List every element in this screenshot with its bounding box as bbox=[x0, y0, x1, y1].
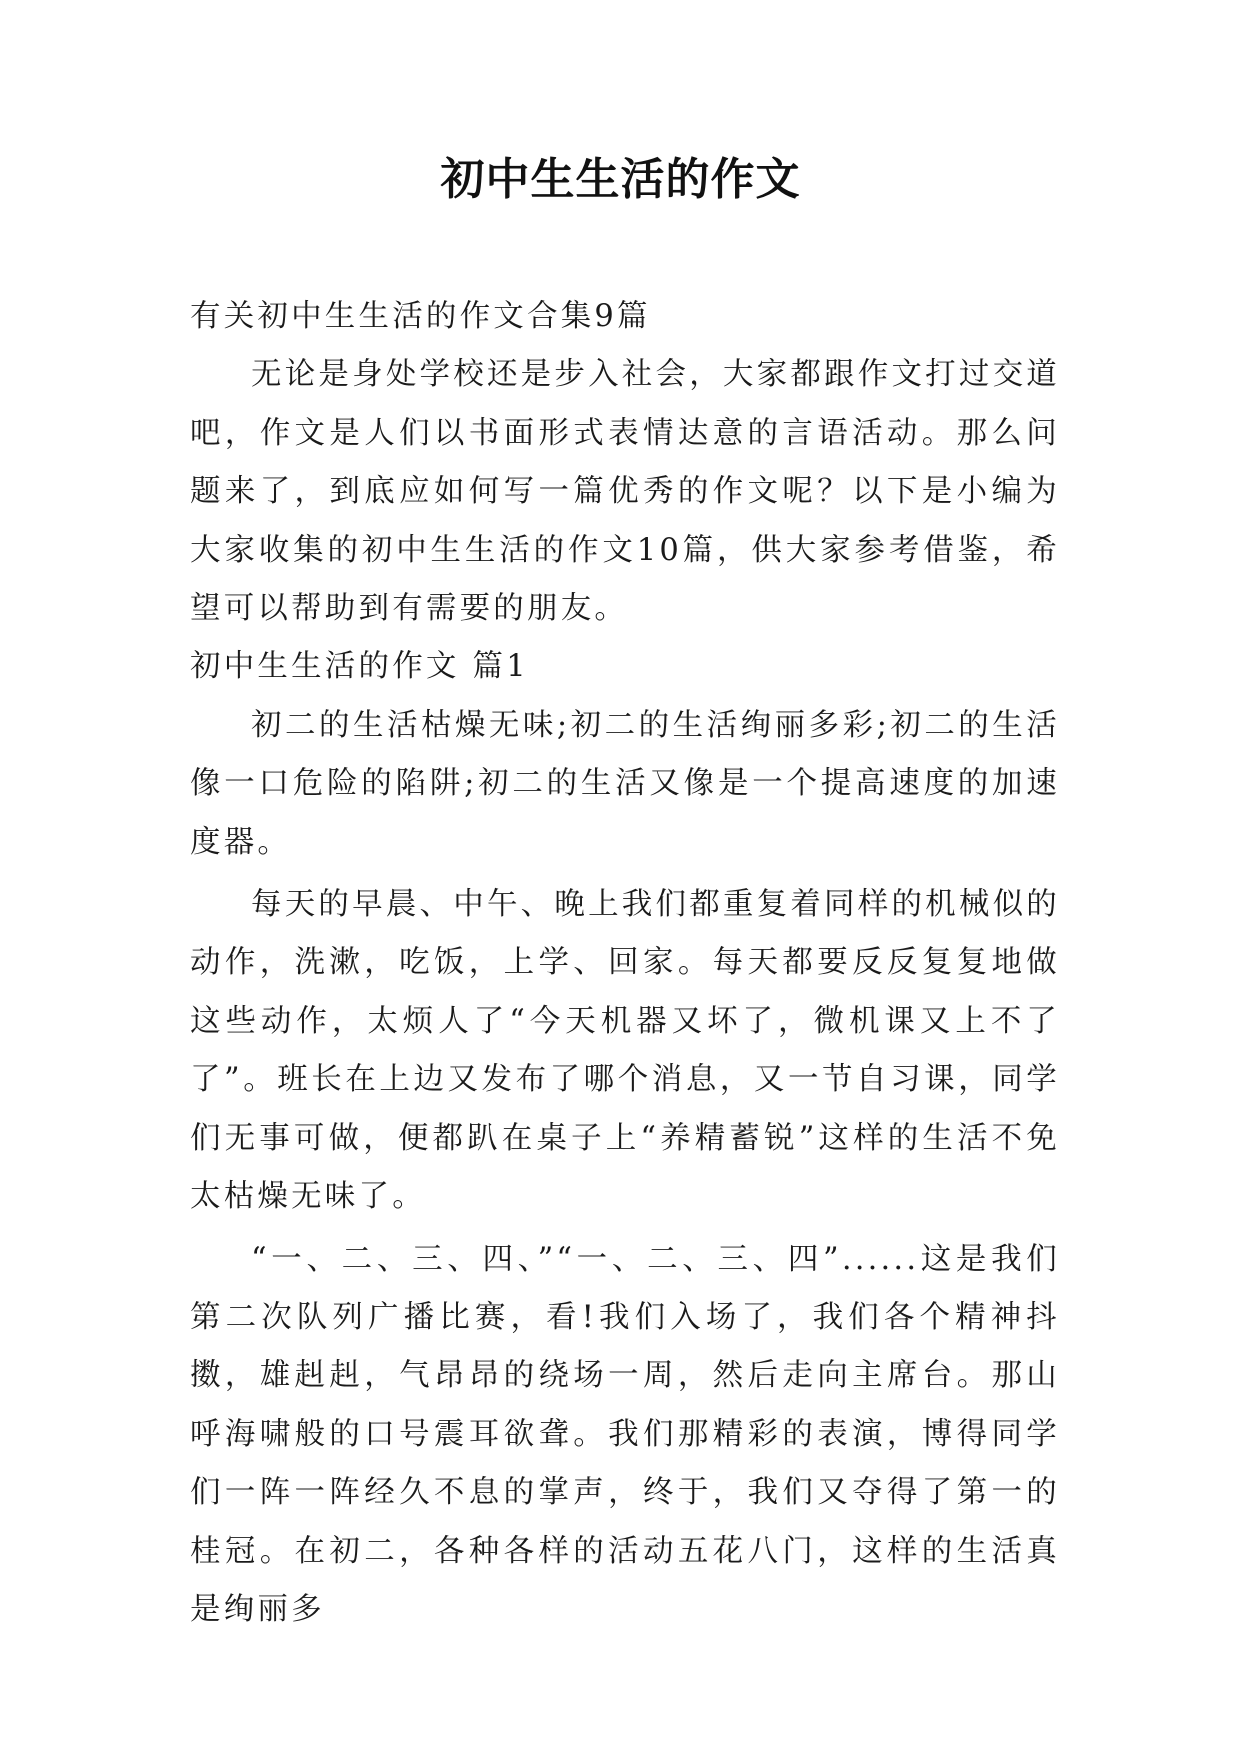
body-paragraph-3: “一、二、三、四、”“一、二、三、四”......这是我们第二次队列广播比赛，看!我们入场了，我们各个精神抖擞，雄赳赳，气昂昂的绕场一周，然后走向主席台。那山呼海啸般的口号震耳欲聋。我们那精彩的表演，博得同学们一阵一阵经久不息的掌声，终于，我们又夺得了第一的桂冠。在初二，各种各样的活动五花八门，这样的生活真是绚丽多 bbox=[190, 1241, 1060, 1627]
collection-subtitle: 有关初中生生活的作文合集9篇 bbox=[190, 299, 651, 334]
document-title: 初中生生活的作文 bbox=[440, 154, 801, 205]
body-paragraph-1: 初二的生活枯燥无味;初二的生活绚丽多彩;初二的生活像一口危险的陷阱;初二的生活又像是一个提高速度的加速度器。 bbox=[190, 707, 1060, 860]
body-paragraph-2: 每天的早晨、中午、晚上我们都重复着同样的机械似的动作，洗漱，吃饭，上学、回家。每天都要反反复复地做这些动作，太烦人了“今天机器又坏了，微机课又上不了了”。班长在上边又发布了哪个消息，又一节自习课，同学们无事可做，便都趴在桌子上“养精蓄锐”这样的生活不免太枯燥无味了。 bbox=[190, 887, 1060, 1215]
section-heading: 初中生生活的作文 篇1 bbox=[190, 649, 529, 685]
document-body bbox=[190, 288, 1060, 1639]
intro-paragraph: 无论是身处学校还是步入社会，大家都跟作文打过交道吧，作文是人们以书面形式表情达意的言语活动。那么问题来了，到底应如何写一篇优秀的作文呢？以下是小编为大家收集的初中生生活的作文10篇，供大家参考借鉴，希望可以帮助到有需要的朋友。 bbox=[190, 357, 1060, 627]
